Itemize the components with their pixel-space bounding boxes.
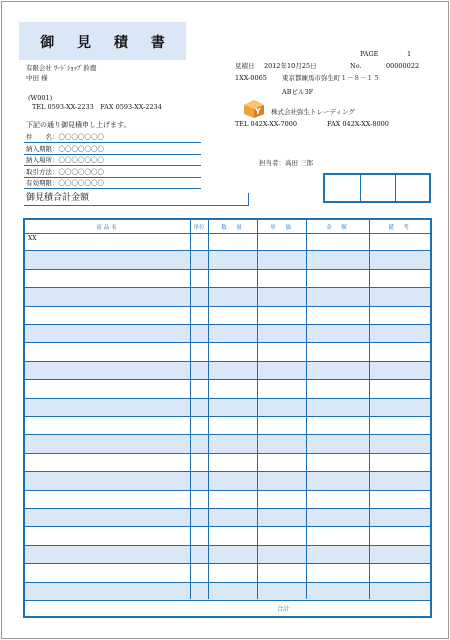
header-unit: 単位 (193, 225, 205, 231)
header-amount: 金 額 (326, 225, 349, 231)
estimate-sheet (1, 1, 449, 639)
field-separator: ： (52, 167, 59, 176)
field-label: 取引方法 (26, 167, 52, 176)
svg-text:Y: Y (255, 107, 261, 116)
header-item-name: 商品名 (96, 225, 119, 231)
stamp-divider (360, 175, 361, 201)
date-value: 2012年10月25日 (264, 62, 317, 70)
field-value: 〇〇〇〇〇〇〇 (58, 179, 104, 187)
field-row (26, 179, 104, 187)
footer-total-label: 合計 (277, 606, 290, 613)
customer-company: 有限会社 ﾜｰﾄﾞｼｮｯﾌﾟ鈴鹿 (26, 64, 97, 72)
field-underline (24, 188, 201, 189)
total-underline (24, 205, 249, 206)
header-quantity: 数 量 (221, 225, 244, 231)
issuer-building: ABビル3F (282, 88, 314, 96)
total-label: 御見積合計金額 (26, 193, 90, 203)
column-divider (257, 220, 258, 599)
table-footer (25, 599, 430, 616)
field-separator: ： (52, 179, 59, 187)
column-divider (190, 220, 191, 599)
field-label: 件 名 (26, 133, 52, 141)
company-logo-icon (243, 99, 265, 119)
field-separator: ： (52, 133, 59, 141)
column-divider (208, 220, 209, 599)
items-table (23, 218, 432, 618)
field-separator: ： (52, 144, 59, 153)
title-box (19, 22, 186, 60)
date-label: 見積日 (235, 62, 255, 70)
issuer-address: 東京都練馬市弥生町１－８－１５ (282, 74, 380, 82)
field-underline (24, 165, 201, 166)
stamp-divider (395, 175, 396, 201)
header-remarks: 備 考 (388, 225, 411, 231)
total-divider (248, 193, 249, 205)
field-row (26, 156, 104, 164)
field-row (26, 145, 104, 153)
no-value: 00000022 (386, 62, 420, 70)
issuer-company: 株式会社弥生トレーディング (271, 108, 355, 116)
field-value: 〇〇〇〇〇〇〇 (58, 167, 104, 176)
column-divider (369, 220, 370, 599)
page-value: 1 (407, 50, 412, 58)
customer-person: 中田 様 (26, 74, 48, 82)
issuer-postal: 1XX-0065 (235, 74, 267, 82)
staff-name: 担当者：高田 三郎 (259, 159, 314, 167)
field-separator: ： (52, 156, 59, 164)
field-row (26, 168, 104, 176)
stamp-box (323, 173, 431, 203)
field-value: 〇〇〇〇〇〇〇 (58, 144, 104, 153)
field-label: 納入期限 (26, 144, 52, 153)
document-title: 御 見 積 書 (40, 35, 174, 51)
issuer-fax: FAX 042X-XX-8000 (327, 120, 389, 128)
no-label: No. (350, 62, 362, 70)
customer-code: (W001) (28, 94, 53, 102)
column-divider (306, 220, 307, 599)
field-value: 〇〇〇〇〇〇〇 (58, 133, 104, 141)
item-name-cell: XX (28, 235, 37, 242)
customer-tel-fax: TEL 0593-XX-2233 FAX 0593-XX-2234 (32, 103, 162, 111)
field-value: 〇〇〇〇〇〇〇 (58, 156, 104, 164)
field-underline (24, 142, 201, 143)
field-label: 有効期限 (26, 179, 52, 187)
issuer-tel: TEL 042X-XX-7000 (235, 120, 297, 128)
header-unit-price: 単 価 (270, 225, 293, 231)
field-label: 納入場所 (26, 156, 52, 164)
field-underline (24, 177, 201, 178)
page-label: PAGE (360, 50, 379, 58)
greeting-text: 下記の通り御見積申し上げます。 (26, 121, 131, 129)
field-row (26, 133, 104, 141)
field-underline (24, 154, 201, 155)
